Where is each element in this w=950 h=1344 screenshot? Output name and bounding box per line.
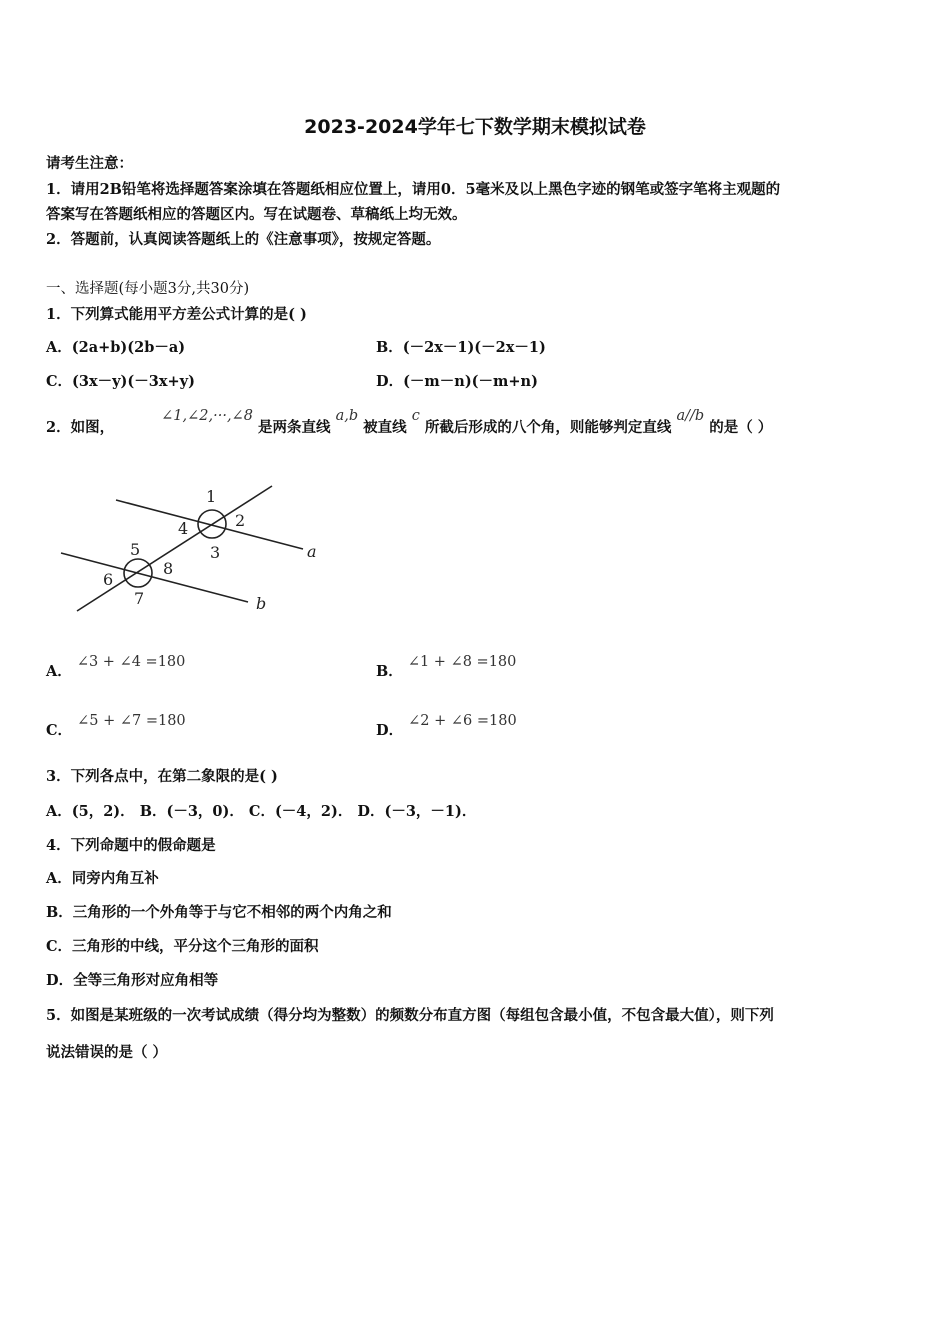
q4-option-a: A．同旁内角互补 [46,870,159,887]
q2-option-c [46,713,186,740]
fig-label-1: 1 [206,487,217,506]
q2-text-4: 的是（ ） [709,419,773,436]
fig-label-3: 3 [210,543,221,562]
q2-option-c-expr: ∠5 + ∠7 =180 [77,713,186,729]
q4-option-c: C．三角形的中线，平分这个三角形的面积 [46,938,319,955]
fig-label-4: 4 [178,519,189,538]
notice-heading: 请考生注意： [46,155,133,172]
q2-figure-parallel-lines [50,478,340,618]
q2-angles: ∠1,∠2,···,∠8 [161,408,253,424]
q2-option-d-label: D． [376,722,404,739]
line-a [116,500,303,549]
q2-text-1: 是两条直线 [258,419,331,436]
q2-option-a-label: A． [46,663,72,680]
q2-lines-ab: a,b [335,408,359,424]
q3-stem: 3．下列各点中，在第二象限的是( ) [46,768,278,785]
fig-label-8: 8 [163,559,174,578]
notice-item-1-line-1: 1．请用2B铅笔将选择题答案涂填在答题纸相应位置上，请用0．5毫米及以上黑色字迹的钢笔或签字笔将主观题的 [46,181,781,198]
q5-stem-line-1: 5．如图是某班级的一次考试成绩（得分均为整数）的频数分布直方图（每组包含最小值，不包含最大值），则下列 [46,1007,774,1024]
fig-label-b: b [256,594,267,613]
fig-label-6: 6 [103,570,114,589]
q2-prefix: 2．如图， [46,419,115,436]
fig-label-a: a [307,542,317,561]
q1-option-b: B．(－2x－1)(－2x－1) [376,339,546,356]
fig-label-5: 5 [130,540,141,559]
q1-option-a: A．(2a+b)(2b－a) [46,339,186,356]
q2-option-b-label: B． [376,663,403,680]
q2-text-2: 被直线 [363,419,407,436]
line-c [77,486,272,611]
q4-option-d: D．全等三角形对应角相等 [46,972,219,989]
q5-stem-line-2: 说法错误的是（ ） [46,1044,168,1061]
q2-text-3: 所截后形成的八个角，则能够判定直线 [424,419,672,436]
q2-option-b-expr: ∠1 + ∠8 =180 [407,654,517,670]
q2-option-d [376,713,517,740]
q2-line-c: c [411,408,420,424]
q1-stem: 1．下列算式能用平方差公式计算的是( ) [46,306,307,323]
section-heading: 一、选择题(每小题3分,共30分) [46,281,250,297]
q1-option-d: D．(－m－n)(－m+n) [376,373,538,390]
page-title: 2023-2024学年七下数学期末模拟试卷 [304,116,646,138]
q2-option-b [376,654,517,681]
notice-item-1-line-2: 答案写在答题纸相应的答题区内。写在试题卷、草稿纸上均无效。 [46,206,467,223]
notice-item-2: 2．答题前，认真阅读答题纸上的《注意事项》，按规定答题。 [46,231,441,248]
q4-stem: 4．下列命题中的假命题是 [46,837,216,854]
q2-parallel: a//b [676,408,705,424]
q4-option-b: B．三角形的一个外角等于与它不相邻的两个内角之和 [46,904,392,921]
fig-label-7: 7 [134,589,145,608]
fig-label-2: 2 [235,511,246,530]
q2-option-a-expr: ∠3 + ∠4 =180 [76,654,186,670]
q1-option-c: C．(3x－y)(－3x+y) [46,373,195,390]
q3-options: A．(5，2)． B．(－3，0)． C．(－4，2)． D．(－3，－1)． [46,803,477,820]
q2-option-a [46,654,186,681]
q2-option-d-expr: ∠2 + ∠6 =180 [408,713,517,729]
q2-stem [46,408,773,437]
q2-option-c-label: C． [46,722,73,739]
